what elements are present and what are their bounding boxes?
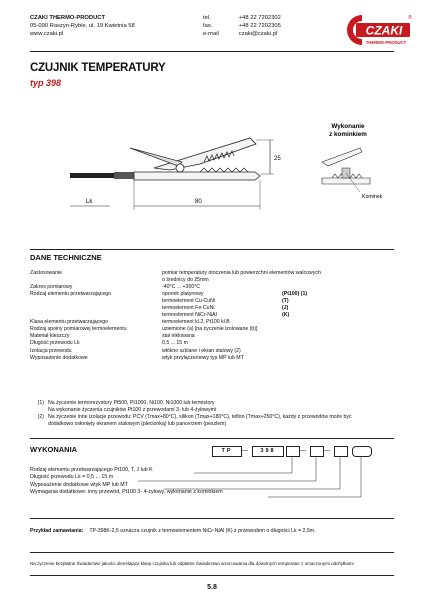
company-address: 05-090 Raszyn-Rybie, ul. 19 Kwietnia 58 <box>30 23 135 29</box>
spec-row <box>30 326 390 333</box>
spec-row <box>30 319 390 326</box>
detail-upper-jaw <box>322 148 362 166</box>
spec-row <box>30 348 390 355</box>
footnote-key <box>30 407 48 414</box>
footnote-key <box>30 421 48 428</box>
spec-label: Rodzaj spoiny pomiarowej termoelementu <box>30 326 127 333</box>
spec-symbol: (T) <box>282 298 289 305</box>
spec-row <box>30 291 390 319</box>
footnote-text: Na wykonanie życzenia czujników Pt100 z przewodami 3- lub 4-żyłowymi <box>48 407 217 413</box>
order-heading: WYKONANIA <box>30 445 78 454</box>
variant-note-line1: Wykonanie <box>331 123 365 130</box>
spec-value: termoelement NiCr-NiAl <box>162 312 217 319</box>
clip-lever <box>130 148 182 166</box>
variant-note-line2: z kominkiem <box>329 131 367 138</box>
dim-height-label: 25 <box>274 156 281 162</box>
contact-row <box>203 14 287 22</box>
company-logo <box>342 11 414 49</box>
dim-lead-label: Lk <box>86 199 93 205</box>
footnote-text: dodatkowo osłonięty ekranem stalowym (plecionką) lub pancerzem (peszlem) <box>48 421 227 427</box>
spec-label: Klasa elementu przetwarzającego <box>30 319 108 326</box>
spec-label: Materiał kleszczy <box>30 333 70 340</box>
footer-divider <box>30 575 394 576</box>
contact-label: fax. <box>203 23 213 29</box>
spec-row <box>30 340 390 347</box>
section-divider <box>30 249 394 250</box>
order-line: Wymagania dodatkowe: inny przewód, Pt100 3- 4-żyłowy, wykonanie z kominkiem <box>30 488 223 495</box>
order-example <box>30 528 394 534</box>
product-type: typ 398 <box>30 78 62 88</box>
page-number: 5.8 <box>207 584 217 591</box>
company-name: CZAKI THERMO-PRODUCT <box>30 15 106 21</box>
detail-label: Kominek <box>362 194 383 200</box>
spec-row <box>30 270 390 284</box>
spec-value: opornik platynowy <box>162 291 204 298</box>
spec-label: Wyposażenie dodatkowe <box>30 354 88 361</box>
spec-label: Rodzaj elementu przetwarzającego <box>30 291 112 298</box>
detail-lower-jaw <box>322 178 370 184</box>
spec-value: -40°C ... +300°C <box>162 284 201 291</box>
spec-row <box>30 355 390 362</box>
spec-symbol: (J) <box>282 305 289 312</box>
footnotes <box>30 400 386 428</box>
section-divider <box>30 438 394 439</box>
spec-symbol: (Pt100) (1) <box>282 291 308 298</box>
contact-value[interactable]: czaki@czaki.pl <box>238 31 278 37</box>
spec-label: Długość przewodu Lk <box>30 340 80 347</box>
spec-value: termoelement Cu-CuNi <box>162 298 216 305</box>
footnote-text: Na życzenie inne izolacje przewodu: PCV (Tmax+80°C), silikon (Tmax+180°C), teflon (Tmax+250°C), każdy z przewodów może być <box>48 414 352 420</box>
tech-heading: DANE TECHNICZNE <box>30 253 102 262</box>
contact-row <box>203 22 287 30</box>
logo-graphic <box>342 11 414 49</box>
cable-shape <box>70 173 114 178</box>
code-prefix: TP <box>221 448 233 454</box>
spec-value: wtyk przyłączeniowy typ MP lub MT <box>162 354 244 361</box>
clip-teeth-lower <box>200 168 248 172</box>
cable-sleeve <box>114 172 134 179</box>
contact-label: e-mail <box>203 31 219 37</box>
header-divider <box>30 51 394 52</box>
clip-lower-jaw <box>134 172 260 180</box>
code-type: 398 <box>260 448 276 454</box>
spec-symbol: (K) <box>282 312 290 319</box>
clip-hinge <box>176 164 184 172</box>
section-divider <box>30 518 394 519</box>
logo-subtext: THERMO-PRODUCT <box>365 40 407 45</box>
clip-upper-jaw <box>154 138 256 170</box>
logo-registered-mark: ® <box>408 15 412 21</box>
spec-label: Zakres pomiarowy <box>30 284 73 291</box>
spec-value: stal niklowana <box>162 333 195 340</box>
spec-label: Zastosowanie <box>30 270 63 276</box>
spec-value: termoelement Fe-CuNi <box>162 305 215 312</box>
code-dash: — <box>242 448 248 454</box>
footer-note: Na życzenie bezpłatne Świadectwo jakości określające klasę czujnika lub odpłatne Świadectwo wzorcowania dla dowolnych temperatur z omaczonymi odchyłkami <box>30 561 354 566</box>
logo-text: CZAKI <box>365 23 403 38</box>
spec-value: 0,5 ... 15 m <box>162 340 188 347</box>
order-line: Długość przewodu Lk = 0,5 ... 15 m <box>30 474 114 481</box>
contact-value: +48 22 7202302 <box>238 15 281 21</box>
section-divider <box>30 552 394 553</box>
order-options <box>30 467 360 496</box>
footnote <box>30 414 386 421</box>
company-block <box>30 14 135 38</box>
contact-value: +48 22 7202305 <box>238 23 281 29</box>
spec-row <box>30 284 390 291</box>
order-line: Rodzaj elementu przetwarzającego Pt100, T, J lub K <box>30 467 153 473</box>
tech-spec-list <box>30 270 390 362</box>
footnote <box>30 407 386 414</box>
page-title: CZUJNIK TEMPERATURY <box>30 62 166 74</box>
spec-value: pomiar temperatury otoczenia lub powierzchni elementów walcowych <box>162 270 321 276</box>
footnote-text: Na życzenie termorezystory Pt500, Pt1000, Ni100, Ni1000 lub termistory <box>48 400 215 406</box>
dim-length-label: 80 <box>195 199 202 205</box>
spec-value: włókno szklane i ekran stalowy (2) <box>162 347 241 354</box>
order-line: Wyposażenie dodatkowe wtyk MP lub MT <box>30 481 128 488</box>
footnote-key: (1) <box>37 400 44 406</box>
example-label: Przykład zamawiania: <box>30 528 84 534</box>
spec-label: Izolacja przewodu <box>30 347 72 354</box>
footnote-key: (2) <box>37 414 44 420</box>
company-web: www.czaki.pl <box>30 31 64 37</box>
contact-row <box>203 30 287 38</box>
sensor-drawing <box>70 118 400 228</box>
spec-value: o średnicy do 25mm <box>162 277 209 284</box>
spec-value: termoelement kl.2, Pt100 kl.B <box>162 319 230 326</box>
example-text: TP-398K-2,5 oznacza czujnik z termoelementem NiCr-NiAl (K) z przewodem o długości Lk = 2,5m. <box>89 528 316 534</box>
contact-label: tel. <box>203 15 211 21</box>
contact-table <box>203 14 287 38</box>
code-dash: — <box>324 448 330 454</box>
footnote <box>30 421 386 428</box>
footnote <box>30 400 386 407</box>
spec-value: uziemione (a) [na życzenie izolowane (b)] <box>162 326 258 333</box>
spec-row <box>30 333 390 340</box>
code-dash: — <box>300 448 306 454</box>
